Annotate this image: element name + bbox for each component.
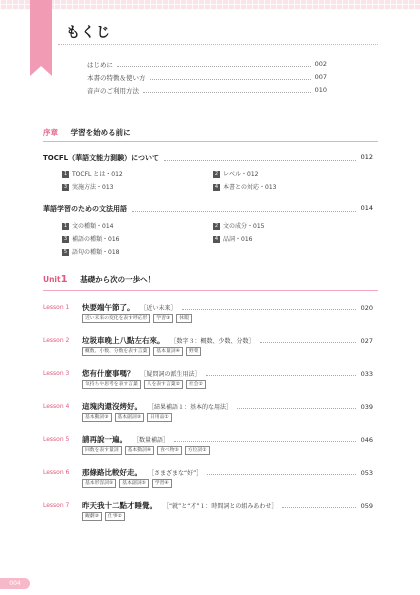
- number-badge: 4: [214, 184, 219, 190]
- vocab-tag: 野菜: [186, 347, 202, 356]
- lesson-title: 這塊肉還沒烤好。: [82, 402, 142, 411]
- number-badge: 5: [63, 249, 68, 255]
- toc-entry[interactable]: [87, 73, 327, 82]
- subentry-text: 文の種類・014: [72, 223, 114, 230]
- section-title: 基礎から次の一歩へ！: [80, 275, 156, 284]
- vocab-tag: 食べ物⑤: [157, 446, 182, 455]
- vocab-tag: 基本動詞③: [82, 413, 112, 422]
- leader-dots: [237, 408, 356, 409]
- vocab-tag: 社会②: [186, 380, 206, 389]
- leader-dots: [143, 86, 311, 93]
- lesson-label: Lesson 1: [43, 304, 70, 311]
- lesson-grammar: ［さまざまな“好”］: [148, 470, 203, 477]
- vocab-tag: 基本形容詞⑤: [82, 479, 116, 488]
- toc-subentry[interactable]: [213, 221, 264, 230]
- leader-dots: [282, 507, 355, 508]
- toc-entry-page: 007: [314, 73, 327, 81]
- vocab-tag: 近い未来の変化を表す呼応形: [82, 314, 150, 323]
- bookmark-ribbon: [30, 0, 52, 66]
- leader-dots: [174, 441, 356, 442]
- vocab-tag: 人を表す言葉②: [144, 380, 183, 389]
- lesson-label: Lesson 3: [43, 370, 70, 377]
- subentry-text: 補語の種類・016: [72, 236, 120, 243]
- unit-number: 1: [60, 274, 68, 285]
- toc-subentry[interactable]: [213, 182, 276, 191]
- vocab-tag: 概数、小数、分数を表す言葉: [82, 347, 150, 356]
- number-badge: 3: [63, 184, 68, 190]
- vocab-tag: 基本量詞④: [153, 347, 183, 356]
- chapter-page: 012: [360, 153, 373, 161]
- toc-entry-label: 本書の特徴＆使い方: [87, 74, 146, 82]
- number-badge: 4: [214, 236, 219, 242]
- toc-entry[interactable]: [87, 86, 327, 95]
- vocab-tag: 気持ちや思考を表す言葉: [82, 380, 141, 389]
- subentry-text: 本書との対応・013: [223, 184, 277, 191]
- vocab-tag: 基本動詞④: [125, 446, 155, 455]
- toc-subentry[interactable]: [62, 247, 119, 256]
- lesson-title: 快要端午節了。: [82, 303, 135, 312]
- vocab-tag: 基本副詞③: [115, 413, 145, 422]
- bookmark-ribbon-tail: [30, 66, 52, 76]
- leader-dots: [117, 60, 311, 67]
- toc-chapter[interactable]: [43, 153, 373, 163]
- leader-dots: [260, 342, 356, 343]
- top-band: [0, 0, 420, 10]
- toc-subentry[interactable]: [62, 221, 113, 230]
- toc-entry-page: 002: [314, 60, 327, 68]
- leader-dots: [132, 204, 356, 212]
- vocab-tag: 回数を表す量詞: [82, 446, 122, 455]
- lesson-grammar: ［数量補語］: [133, 437, 170, 444]
- lesson-grammar: ［近い未来］: [140, 305, 177, 312]
- lesson-page: 033: [360, 370, 373, 378]
- chapter-label: TOCFL（華語文能力測験）について: [43, 154, 159, 162]
- number-badge: 2: [214, 223, 219, 229]
- toc-subentry[interactable]: [62, 234, 119, 243]
- lesson-label: Lesson 7: [43, 502, 70, 509]
- toc-entry-label: 音声のご利用方法: [87, 87, 139, 95]
- leader-dots: [207, 474, 355, 475]
- lesson-title: 垃圾車晚上八點左右來。: [82, 336, 165, 345]
- vocab-tag: 仕事②: [105, 512, 125, 521]
- vocab-tag: 方位詞①: [185, 446, 210, 455]
- lesson-page: 059: [360, 502, 373, 510]
- section-heading-unit: [43, 274, 378, 285]
- number-badge: 2: [214, 171, 219, 177]
- section-heading-intro: [43, 127, 378, 138]
- subentry-text: レベル・012: [223, 171, 259, 178]
- lesson-page: 039: [360, 403, 373, 411]
- subentry-text: 品詞・016: [223, 236, 253, 243]
- leader-dots: [182, 309, 356, 310]
- number-badge: 3: [63, 236, 68, 242]
- vocab-tag: 休暇: [176, 314, 192, 323]
- number-badge: 1: [63, 223, 68, 229]
- subentry-text: 実施方法・013: [72, 184, 114, 191]
- chapter-page: 014: [360, 204, 373, 212]
- section-tag: 序章: [43, 128, 58, 137]
- vocab-tag: 学習④: [152, 479, 172, 488]
- title-divider: [58, 44, 378, 45]
- page-title: もくじ: [66, 25, 111, 41]
- section-title: 学習を始める前に: [70, 128, 131, 137]
- leader-dots: [164, 153, 356, 161]
- toc-chapter[interactable]: [43, 204, 373, 214]
- toc-subentry[interactable]: [213, 234, 252, 243]
- lesson-page: 027: [360, 337, 373, 345]
- chapter-label: 華語学習のための文法用語: [43, 205, 127, 213]
- page-number: 004: [0, 578, 30, 589]
- toc-subentry[interactable]: [62, 169, 123, 178]
- unit-tag: Unit: [43, 275, 61, 284]
- number-badge: 1: [63, 171, 68, 177]
- lesson-grammar: ［疑問詞の派生用法］: [140, 371, 201, 378]
- toc-subentry[interactable]: [213, 169, 258, 178]
- toc-entry-label: はじめに: [87, 61, 113, 69]
- lesson-label: Lesson 4: [43, 403, 70, 410]
- vocab-tag: 観劇③: [82, 512, 102, 521]
- lesson-page: 053: [360, 469, 373, 477]
- lesson-title: 昨天我十二點才睡覺。: [82, 501, 157, 510]
- toc-entry-page: 010: [314, 86, 327, 94]
- toc-entry[interactable]: [87, 60, 327, 69]
- section-divider: [43, 141, 378, 142]
- leader-dots: [206, 375, 356, 376]
- lesson-label: Lesson 6: [43, 469, 70, 476]
- lesson-title: 那條路比較好走。: [82, 468, 142, 477]
- vocab-tag: 日用品①: [147, 413, 172, 422]
- subentry-text: 文の成分・015: [223, 223, 265, 230]
- subentry-text: TOCFL とは・012: [72, 171, 123, 178]
- lesson-label: Lesson 5: [43, 436, 70, 443]
- lesson-grammar: ［数字３：概数、少数、分数］: [170, 338, 255, 345]
- lesson-page: 020: [360, 304, 373, 312]
- lesson-page: 046: [360, 436, 373, 444]
- section-divider: [43, 290, 378, 291]
- lesson-title: 請再說一遍。: [82, 435, 127, 444]
- leader-dots: [150, 73, 311, 80]
- lesson-grammar: ［結果補語１：基本的な用法］: [148, 404, 233, 411]
- vocab-tag: 学習③: [153, 314, 173, 323]
- lesson-grammar: ［“就”と“才”１：時間詞との組みあわせ］: [163, 503, 278, 510]
- lesson-label: Lesson 2: [43, 337, 70, 344]
- lesson-title: 您有什麼事嗎？: [82, 369, 135, 378]
- subentry-text: 語句の種類・018: [72, 249, 120, 256]
- toc-subentry[interactable]: [62, 182, 113, 191]
- vocab-tag: 基本副詞⑤: [119, 479, 149, 488]
